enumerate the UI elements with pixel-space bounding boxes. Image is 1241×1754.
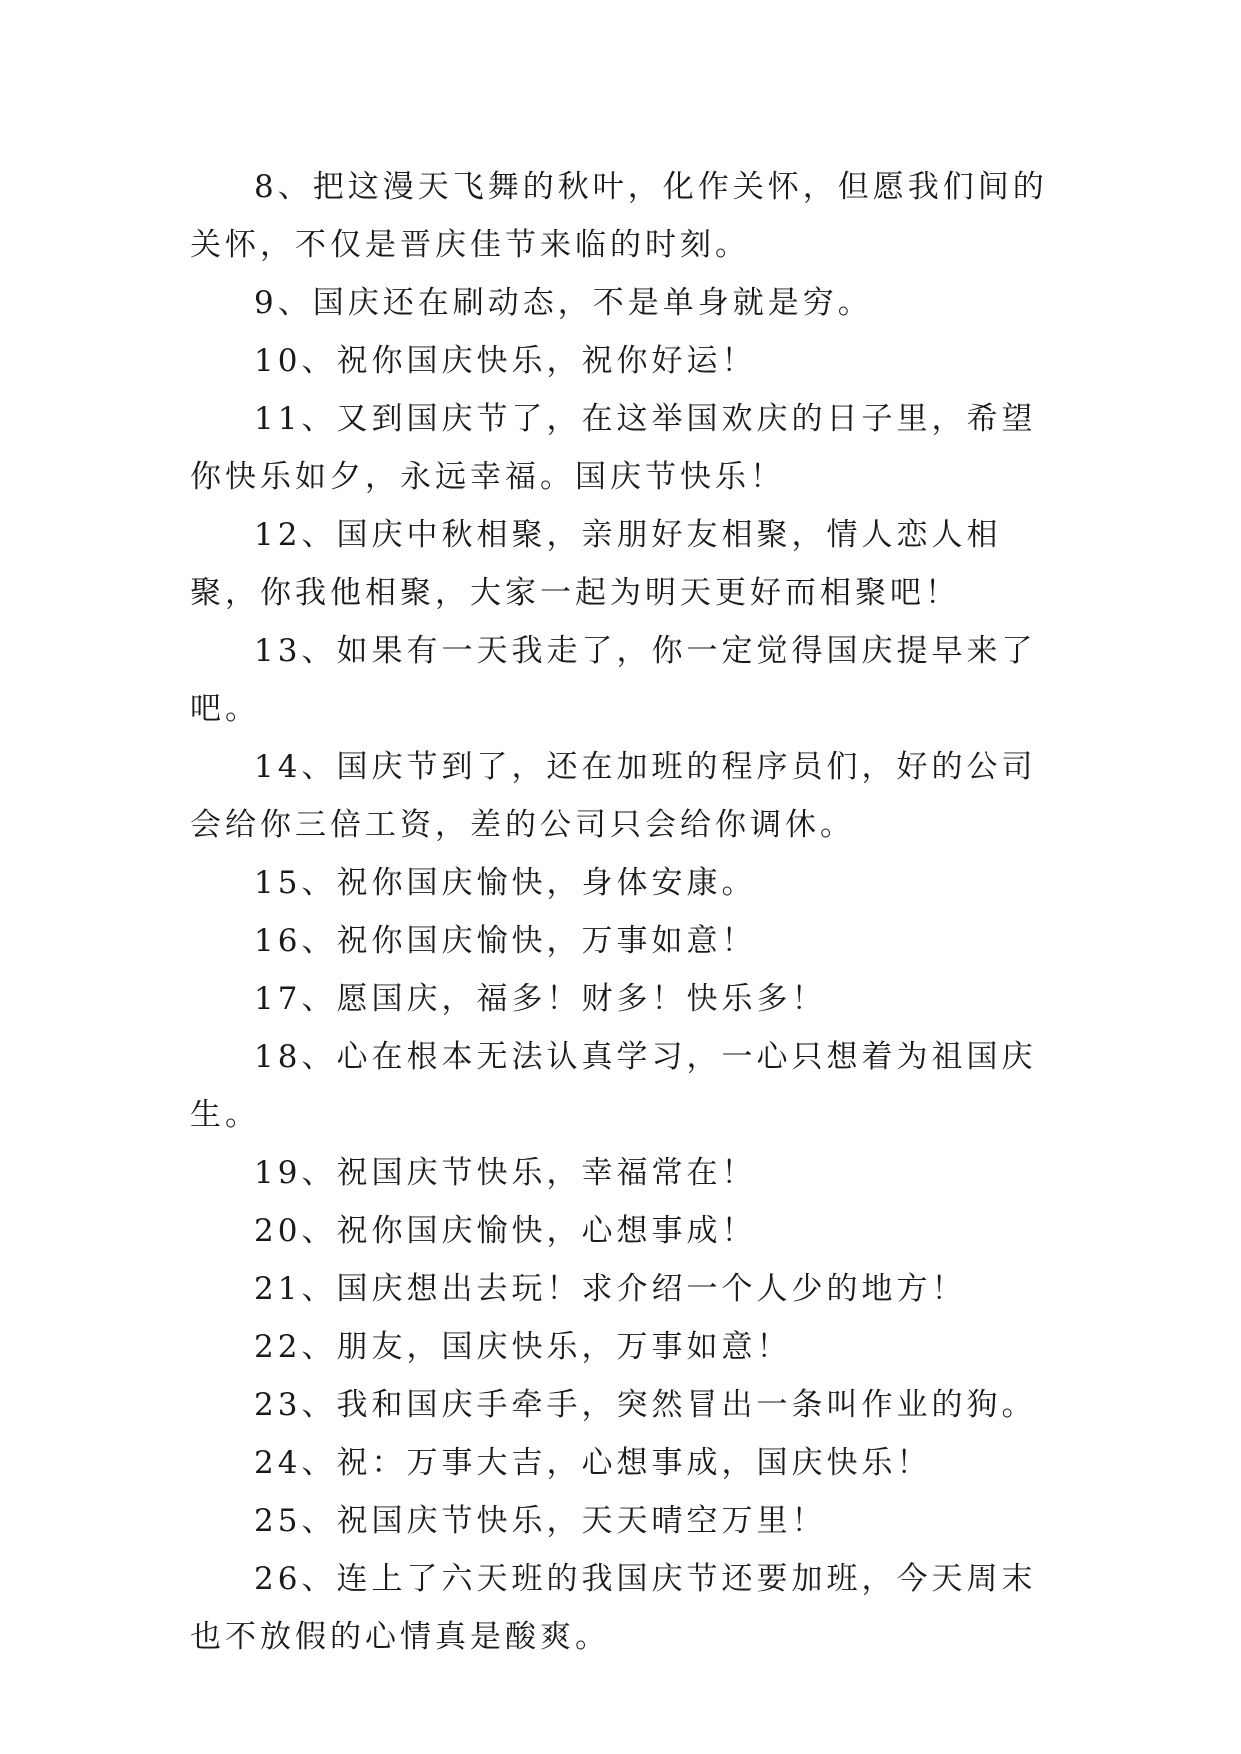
paragraph-14: 14、国庆节到了，还在加班的程序员们，好的公司会给你三倍工资，差的公司只会给你调休。: [190, 749, 1037, 843]
document-body: [190, 158, 1060, 1666]
paragraph-22: 22、朋友，国庆快乐，万事如意！: [254, 1329, 792, 1365]
paragraph-26: 26、连上了六天班的我国庆节还要加班，今天周末也不放假的心情真是酸爽。: [190, 1561, 1037, 1655]
paragraph-24: 24、祝：万事大吉，心想事成，国庆快乐！: [254, 1445, 932, 1481]
paragraph-21: 21、国庆想出去玩！求介绍一个人少的地方！: [254, 1271, 967, 1307]
paragraph-17: 17、愿国庆，福多！财多！快乐多！: [254, 981, 827, 1017]
paragraph-25: 25、祝国庆节快乐，天天晴空万里！: [254, 1503, 827, 1539]
paragraph-23: 23、我和国庆手牵手，突然冒出一条叫作业的狗。: [254, 1387, 1037, 1423]
paragraph-16: 16、祝你国庆愉快，万事如意！: [254, 923, 757, 959]
paragraph-10: 10、祝你国庆快乐，祝你好运！: [254, 343, 757, 379]
paragraph-19: 19、祝国庆节快乐，幸福常在！: [254, 1155, 757, 1191]
paragraph-20: 20、祝你国庆愉快，心想事成！: [254, 1213, 757, 1249]
paragraph-15: 15、祝你国庆愉快，身体安康。: [254, 865, 757, 901]
paragraph-13: 13、如果有一天我走了，你一定觉得国庆提早来了吧。: [190, 633, 1037, 727]
paragraph-8: 8、把这漫天飞舞的秋叶，化作关怀，但愿我们间的关怀，不仅是晋庆佳节来临的时刻。: [190, 169, 1048, 263]
paragraph-11: 11、又到国庆节了，在这举国欢庆的日子里，希望你快乐如夕，永远幸福。国庆节快乐！: [190, 401, 1037, 495]
paragraph-18: 18、心在根本无法认真学习，一心只想着为祖国庆生。: [190, 1039, 1037, 1133]
paragraph-12: 12、国庆中秋相聚，亲朋好友相聚，情人恋人相聚，你我他相聚，大家一起为明天更好而相聚吧！: [190, 517, 1002, 611]
paragraph-9: 9、国庆还在刷动态，不是单身就是穷。: [254, 285, 873, 321]
